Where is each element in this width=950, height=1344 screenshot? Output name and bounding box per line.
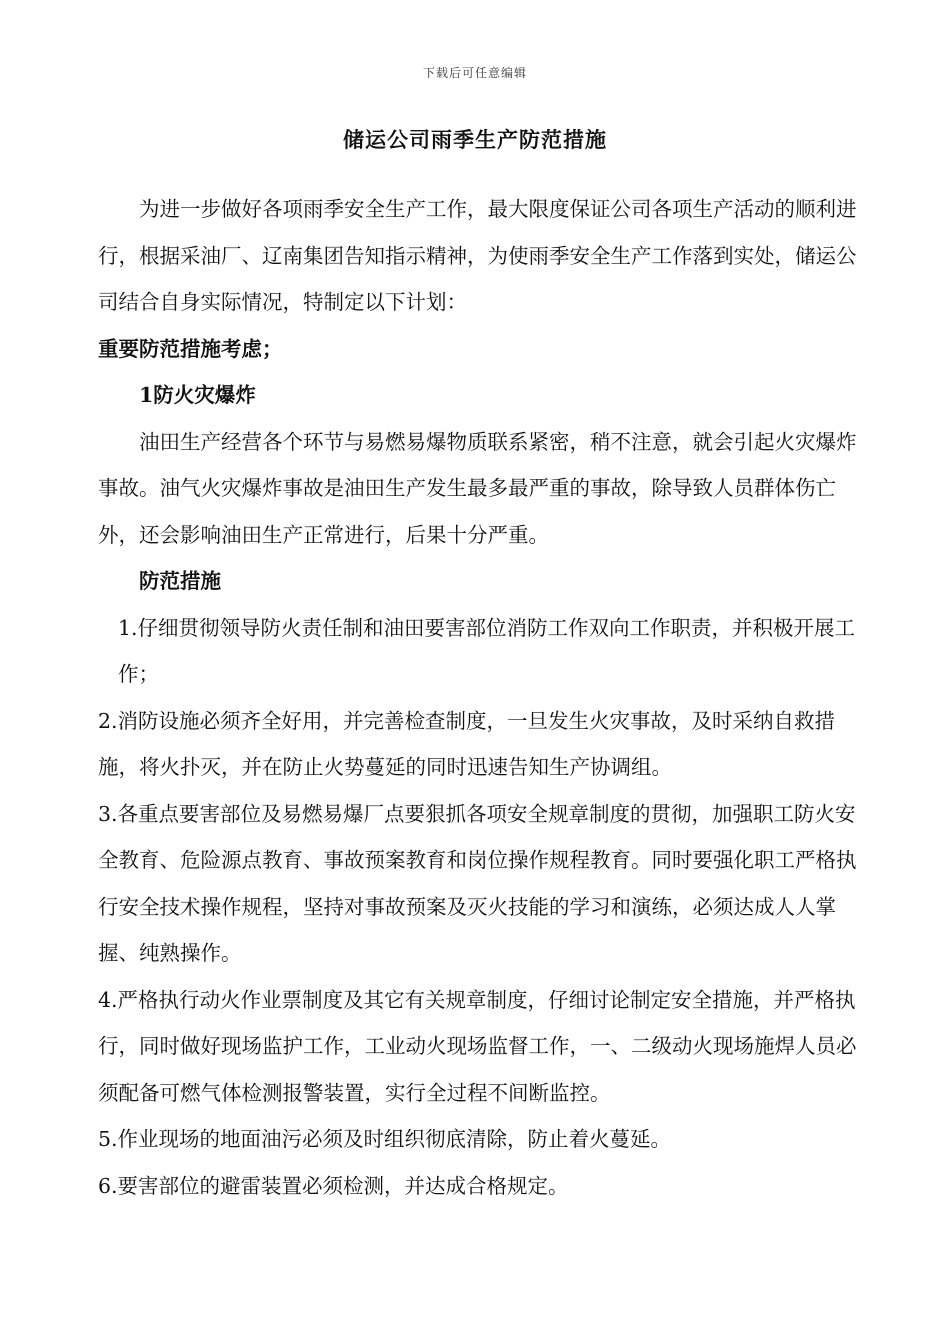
measure-item: 2.消防设施必须齐全好用，并完善检查制度，一旦发生火灾事故，及时采纳自救措施，将火扑灭，并在防止火势蔓延的同时迅速告知生产协调组。 (98, 708, 836, 779)
measure-item: 1.仔细贯彻领导防火责任制和油田要害部位消防工作双向工作职责，并积极开展工作； (118, 615, 856, 686)
subsection-title: 1防火灾爆炸 (139, 383, 256, 407)
measure-item: 5.作业现场的地面油污必须及时组织彻底清除，防止着火蔓延。 (98, 1127, 672, 1151)
section-heading: 重要防范措施考虑； (98, 336, 283, 361)
measure-item: 4.严格执行动火作业票制度及其它有关规章制度，仔细讨论制定安全措施，并严格执行，同时做好现场监护工作，工业动火现场监督工作，一、二级动火现场施焊人员必须配备可燃气体检测报警装置，实行全过程不间断监控。 (98, 987, 857, 1105)
intro-paragraph: 为进一步做好各项雨季安全生产工作，最大限度保证公司各项生产活动的顺利进行，根据采油厂、辽南集团告知指示精神，为使雨季安全生产工作落到实处，储运公司结合自身实际情况，特制定以下计划： (98, 197, 857, 314)
document-body (98, 186, 864, 1209)
document-title: 储运公司雨季生产防范措施 (343, 127, 607, 152)
measures-heading: 防范措施 (139, 569, 221, 593)
measure-item: 6.要害部位的避雷装置必须检测，并达成合格规定。 (98, 1173, 569, 1198)
header-note: 下载后可任意编辑 (422, 66, 527, 80)
measure-item: 3.各重点要害部位及易燃易爆厂点要狠抓各项安全规章制度的贯彻，加强职工防火安全教育、危险源点教育、事故预案教育和岗位操作规程教育。同时要强化职工严格执行安全技术操作规程，坚持对事故预案及灭火技能的学习和演练，必须达成人人掌握、纯熟操作。 (98, 801, 857, 965)
subsection-paragraph: 油田生产经营各个环节与易燃易爆物质联系紧密，稍不注意，就会引起火灾爆炸事故。油气火灾爆炸事故是油田生产发生最多最严重的事故，除导致人员群体伤亡外，还会影响油田生产正常进行，后果十分严重。 (98, 429, 857, 547)
